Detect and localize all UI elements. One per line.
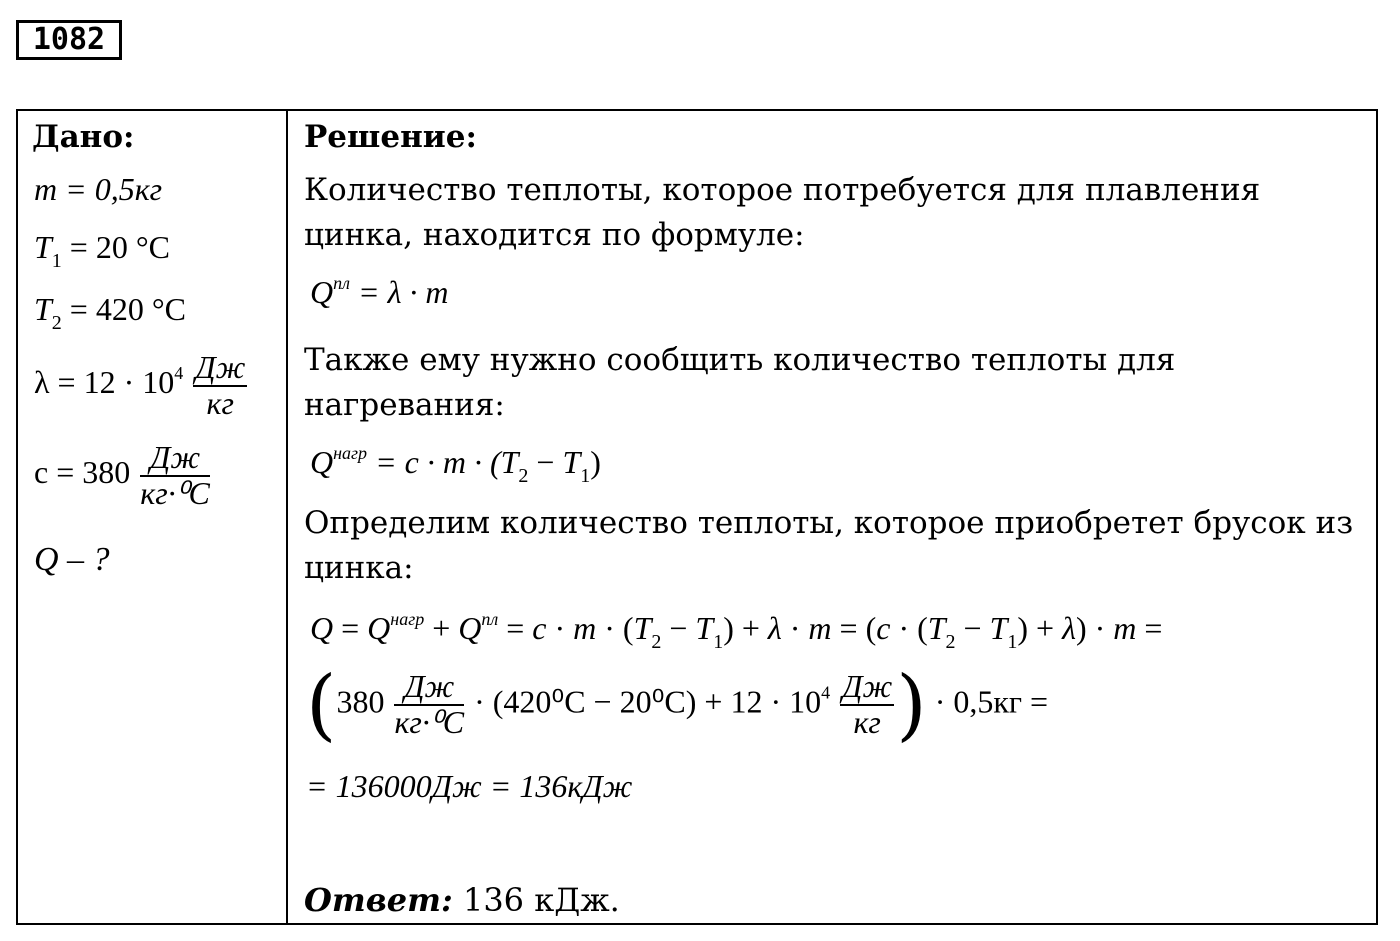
formula-result: = 136000Дж = 136кДж xyxy=(306,768,633,804)
answer-line xyxy=(304,881,620,919)
formula-substitution: (380 $\frac{Дж}{\text{кг·⁰C}}$ · $(420^0C - 20^0C) + 12 \cdot 10^4$ $\frac{Дж}{кг}$ ) · 0,5кг = xyxy=(306,660,1049,750)
formula-heating: $Q^{нагр} = c \cdot m \cdot (T_2 - T_1)$ xyxy=(310,443,601,487)
given-t1: $T_1 = 20$ °C xyxy=(34,229,170,272)
answer-value: 136 кДж. xyxy=(452,881,620,919)
answer-label: Ответ: xyxy=(304,881,453,919)
given-lambda: $\lambda = 12 \cdot 10^4$ $\frac{Дж}{кг}$ xyxy=(34,349,246,421)
formula-total: $Q = Q^{нагр} + Q^{пл} = c \cdot m \cdot (T_2 - T_1) + \lambda \cdot m = (c \cdot (T_2 - T_1) + \lambda) \cdot m$ = xyxy=(310,609,1163,653)
c-unit-fraction: $\frac{Дж}{\text{кг·⁰C}}$ xyxy=(140,439,210,511)
given-c: c = 380 $\frac{Дж}{\text{кг·⁰C}}$ xyxy=(34,439,210,511)
sub-unit-fraction-2: $\frac{Дж}{кг}$ xyxy=(842,668,893,740)
lambda-unit-fraction: $\frac{Дж}{кг}$ xyxy=(195,349,246,421)
solution-paragraph-3: Определим количество теплоты, которое приобретет брусок из цинка: xyxy=(304,505,1354,586)
given-mass: m = 0,5кг xyxy=(34,171,163,207)
given-t2: $T_2 = 420$ °C xyxy=(34,291,186,334)
solution-paragraph-2: Также ему нужно сообщить количество теплоты для нагревания: xyxy=(304,342,1176,423)
formula-melting: $Q^{пл} = \lambda \cdot m$ xyxy=(310,273,449,310)
column-divider xyxy=(286,111,288,923)
problem-number: 1082 xyxy=(16,20,122,60)
given-find: Q – ? xyxy=(34,541,110,578)
given-header: Дано: xyxy=(32,119,135,155)
solution-table xyxy=(16,109,1378,925)
sub-unit-fraction-1: $\frac{Дж}{\text{кг·⁰C}}$ xyxy=(394,668,465,740)
solution-paragraph-1: Количество теплоты, которое потребуется для плавления цинка, находится по формуле: xyxy=(304,172,1261,253)
solution-header: Решение: xyxy=(304,119,477,155)
